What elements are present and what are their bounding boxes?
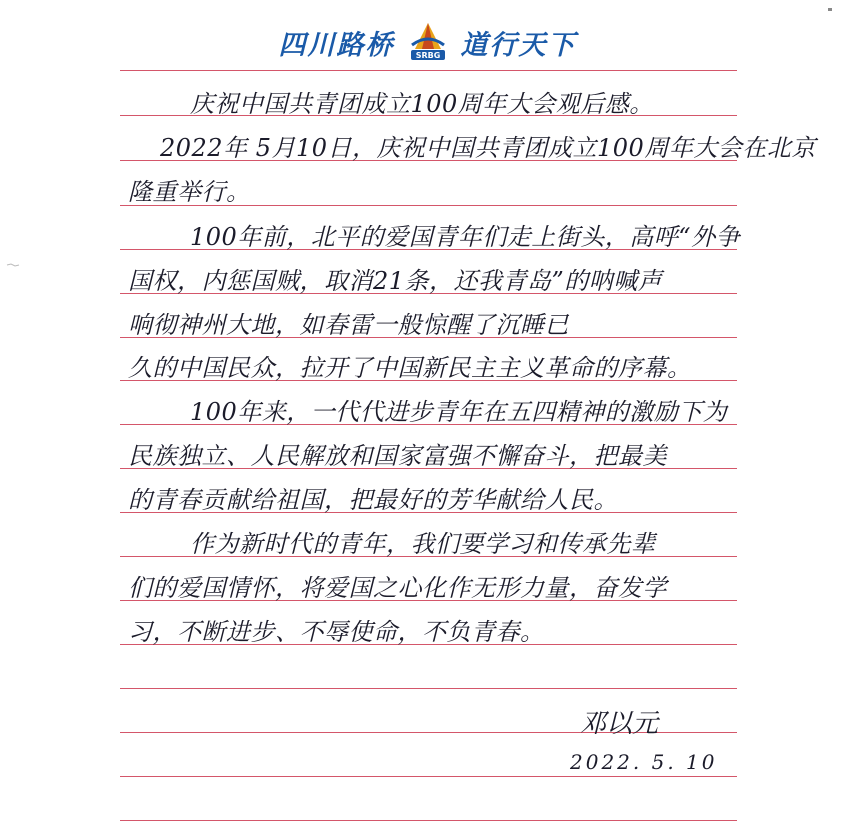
signature-date: 2022. 5. 10 (570, 750, 718, 774)
ruling-line (120, 70, 737, 71)
svg-text:SRBG: SRBG (415, 51, 440, 60)
ruling-line (120, 688, 737, 689)
ruling-line (120, 776, 737, 777)
letter-title: 庆祝中国共青团成立100周年大会观后感。 (190, 90, 654, 118)
letter-line: 100年来，一代代进步青年在五四精神的激励下为 (190, 398, 728, 426)
letter-line: 隆重举行。 (128, 178, 251, 206)
letter-line: 2022年 5月10日，庆祝中国共青团成立100周年大会在北京 (160, 134, 816, 162)
letter-line: 响彻神州大地，如春雷一般惊醒了沉睡已 (128, 311, 569, 339)
letter-line: 民族独立、人民解放和国家富强不懈奋斗，把最美 (128, 442, 667, 470)
company-name: 四川路桥 (278, 29, 395, 61)
ruling-line (120, 820, 737, 821)
letter-line: 的青春贡献给祖国，把最好的芳华献给人民。 (128, 486, 618, 514)
letter-line: 国权，内惩国贼，取消21条，还我青岛”的呐喊声 (128, 267, 663, 295)
letter-line: 100年前，北平的爱国青年们走上街头，高呼“外争 (190, 223, 741, 251)
letter-line: 久的中国民众，拉开了中国新民主主义革命的序幕。 (128, 354, 692, 382)
signature: 邓以元 (580, 709, 659, 739)
letter-line: 习，不断进步、不辱使命，不负青春。 (128, 618, 545, 646)
letter-line: 作为新时代的青年，我们要学习和传承先辈 (190, 530, 656, 558)
company-slogan: 道行天下 (460, 29, 577, 61)
letter-line: 们的爱国情怀，将爱国之心化作无形力量，奋发学 (128, 574, 667, 602)
